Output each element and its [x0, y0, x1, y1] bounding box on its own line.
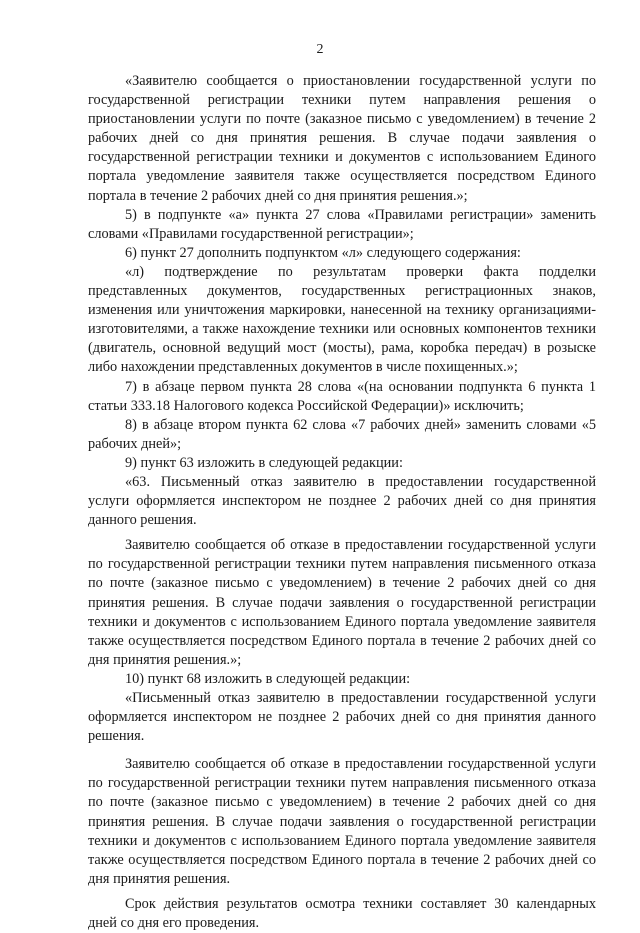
paragraph: «Заявителю сообщается о приостановлении государственной услуги по государственной регистрации техники путем направления решения о приостановлении услуги по почте (заказное письмо с уведомлением) в течение 2 рабочих дней со дня принятия решения. В случае подачи заявления о государственной регистрации техники и документов с использованием Единого портала уведомление заявителя также осуществляется посредством Единого портала в течение 2 рабочих дней со дня принятия решения.»;: [88, 73, 596, 204]
paragraph: «63. Письменный отказ заявителю в предоставлении государственной услуги оформляется инспектором не позднее 2 рабочих дней со дня принятия данного решения.: [88, 473, 596, 529]
document-body: [88, 72, 596, 933]
paragraph: 7) в абзаце первом пункта 28 слова «(на основании подпункта 6 пункта 1 статьи 333.18 Налогового кодекса Российской Федерации)» исключить;: [88, 378, 596, 414]
paragraph: Срок действия результатов осмотра техники составляет 30 календарных дней со дня его проведения.: [88, 895, 596, 932]
paragraph: 9) пункт 63 изложить в следующей редакции:: [125, 454, 403, 471]
paragraph: 8) в абзаце втором пункта 62 слова «7 рабочих дней» заменить словами «5 рабочих дней»;: [88, 416, 596, 452]
paragraph: «л) подтверждение по результатам проверки факта подделки представленных документов, государственных регистрационных знаков, изменения или уничтожения маркировки, нанесенной на технику организациями-изготовителями, а также нахождение техники или основных компонентов техники (двигатель, основной ведущий мост (мосты), рама, коробка передач) в розыске либо нахождении представленных документов в числе похищенных.»;: [88, 263, 596, 376]
paragraph: 5) в подпункте «а» пункта 27 слова «Правилами регистрации» заменить словами «Правилами государственной регистрации»;: [88, 206, 596, 242]
paragraph: 6) пункт 27 дополнить подпунктом «л» следующего содержания:: [125, 244, 521, 261]
paragraph: Заявителю сообщается об отказе в предоставлении государственной услуги по государственной регистрации техники путем направления письменного отказа по почте (заказное письмо с уведомлением) в течение 2 рабочих дней со дня принятия решения. В случае подачи заявления о государственной регистрации техники и документов с использованием Единого портала уведомление заявителя также осуществляется посредством Единого портала в течение 2 рабочих дней со дня принятия решения.: [88, 756, 596, 887]
paragraph: «Письменный отказ заявителю в предоставлении государственной услуги оформляется инспектором не позднее 2 рабочих дней со дня принятия данного решения.: [88, 690, 596, 745]
paragraph: Заявителю сообщается об отказе в предоставлении государственной услуги по государственной регистрации техники путем направления письменного отказа по почте (заказное письмо с уведомлением) в течение 2 рабочих дней со дня принятия решения. В случае подачи заявления о государственной регистрации техники и документов с использованием Единого портала уведомление заявителя также осуществляется посредством Единого портала в течение 2 рабочих дней со дня принятия решения.»;: [88, 537, 596, 668]
paragraph: 10) пункт 68 изложить в следующей редакции:: [125, 670, 411, 687]
page-number: 2: [316, 42, 324, 57]
